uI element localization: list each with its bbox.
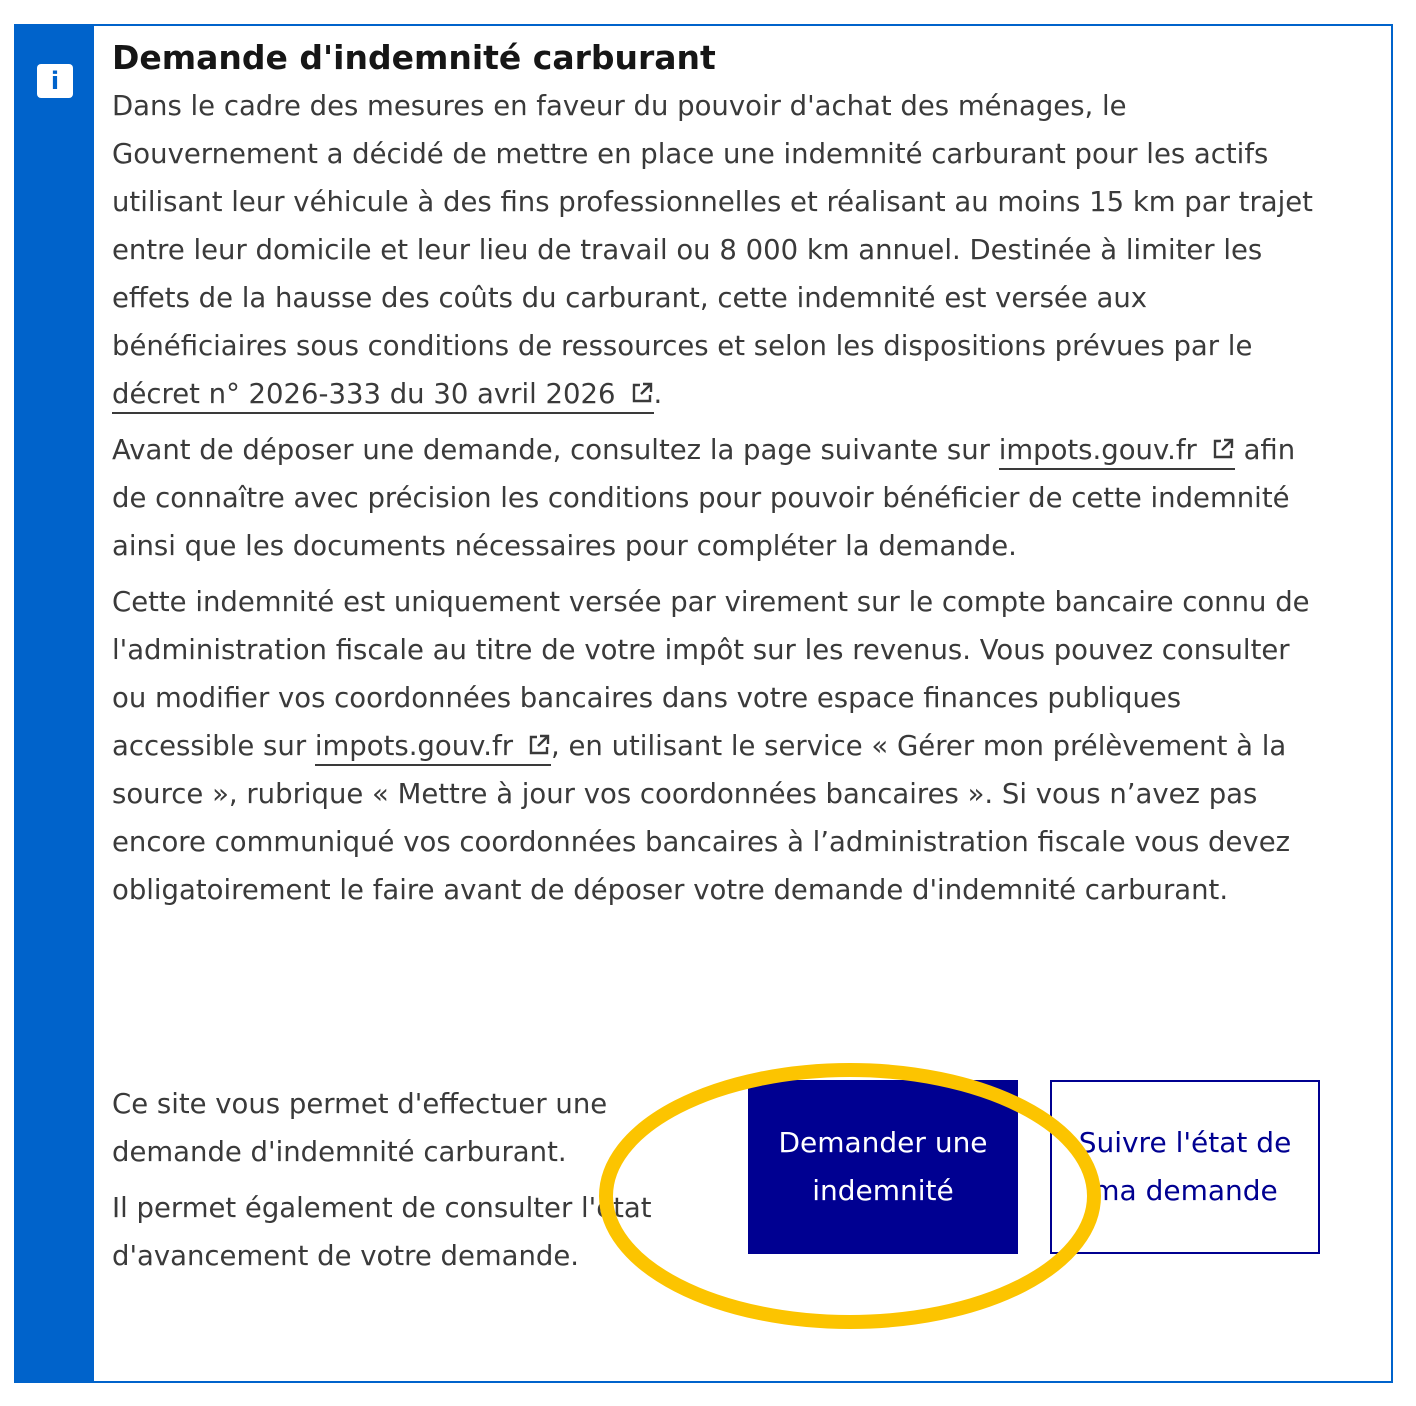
external-link-icon: [630, 381, 654, 405]
actions-section: [112, 1080, 1322, 1340]
request-indemnity-button[interactable]: Demander une indemnité: [748, 1080, 1018, 1254]
decree-link-label: décret n° 2026-333 du 30 avril 2026: [112, 378, 616, 410]
notice-title: Demande d'indemnité carburant: [112, 38, 716, 77]
impots-link-conditions-label: impots.gouv.fr: [998, 434, 1197, 466]
actions-text-track: Il permet également de consulter l'état d'avancement de votre demande.: [112, 1192, 652, 1272]
paragraph-intro-end: .: [653, 378, 663, 410]
paragraph-conditions: [112, 426, 1322, 570]
paragraph-bank: [112, 578, 1322, 914]
track-request-button[interactable]: Suivre l'état de ma demande: [1050, 1080, 1320, 1254]
notice-stripe: [16, 26, 94, 1381]
decree-link[interactable]: [112, 378, 654, 414]
external-link-icon: [1211, 437, 1235, 461]
external-link-icon: [527, 733, 551, 757]
actions-text-request: Ce site vous permet d'effectuer une demande d'indemnité carburant.: [112, 1088, 608, 1168]
paragraph-intro: [112, 82, 1322, 418]
paragraph-bank-after: , en utilisant le service « Gérer mon prélèvement à la source », rubrique « Mettre à jour vos coordonnées bancaires ». Si vous n’avez pas encore communiqué vos coordonnées bancaires à l’administration fiscale vous devez obligatoirement le faire avant de déposer votre demande d'indemnité carburant.: [112, 730, 1291, 906]
notice-content: [112, 34, 1322, 922]
info-icon: i: [37, 64, 73, 98]
paragraph-conditions-after: afin de connaître avec précision les conditions pour pouvoir bénéficier de cette indemnité ainsi que les documents nécessaires pour compléter la demande.: [112, 434, 1296, 562]
paragraph-conditions-before: Avant de déposer une demande, consultez la page suivante sur: [112, 434, 999, 466]
paragraph-bank-before: Cette indemnité est uniquement versée par virement sur le compte bancaire connu de l'administration fiscale au titre de votre impôt sur les revenus. Vous pouvez consulter ou modifier vos coordonnées bancaires dans votre espace finances publiques accessible sur: [112, 586, 1310, 762]
actions-description: [112, 1080, 672, 1288]
impots-link-bank-label: impots.gouv.fr: [314, 730, 514, 762]
impots-link-conditions[interactable]: [999, 434, 1235, 470]
paragraph-intro-text: Dans le cadre des mesures en faveur du pouvoir d'achat des ménages, le Gouvernement a décidé de mettre en place une indemnité carburant pour les actifs utilisant leur véhicule à des fins professionnelles et réalisant au moins 15 km par trajet entre leur domicile et leur lieu de travail ou 8 000 km annuel. Destinée à limiter les effets de la hausse des coûts du carburant, cette indemnité est versée aux bénéficiaires sous conditions de ressources et selon les dispositions prévues par le: [112, 90, 1313, 362]
impots-link-bank[interactable]: [315, 730, 551, 766]
